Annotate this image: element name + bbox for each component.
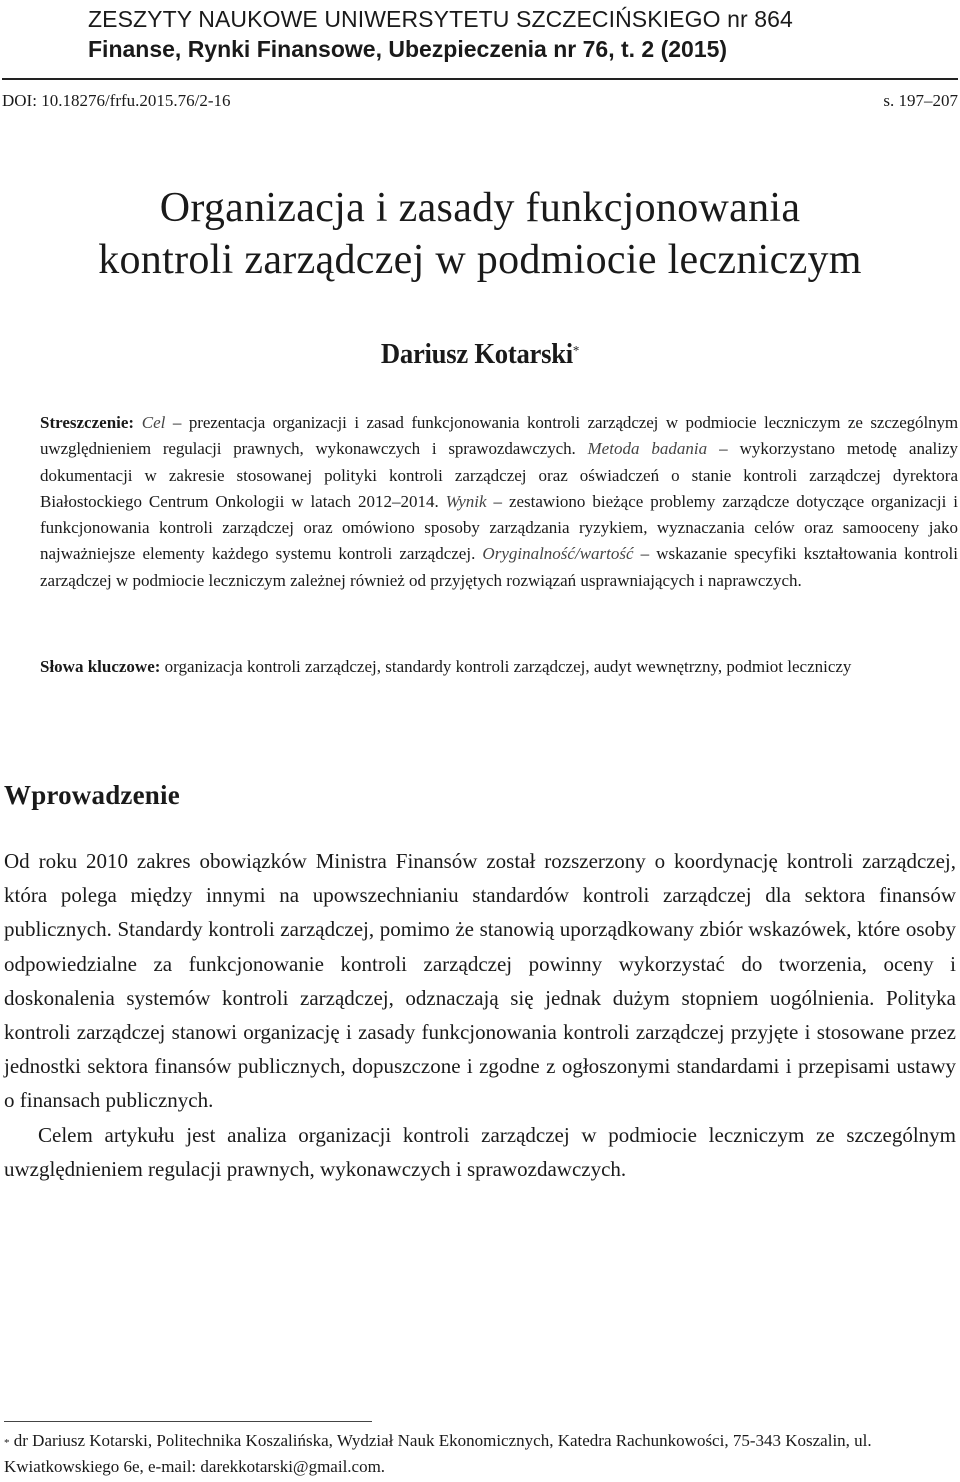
- body-paragraph: Celem artykułu jest analiza organizacji kontroli zarządczej w podmiocie leczniczym ze szczególnym uwzględnieniem regulacji prawnych, wykonawczych i sprawozdawczych.: [4, 1122, 956, 1181]
- title-line-2: kontroli zarządczej w podmiocie leczniczym: [98, 237, 862, 283]
- doi-row: [2, 90, 958, 112]
- abstract-metoda-text: – wykorzystano metodę analizy dokumentacji w zakresie stosowanej polityki kontroli zarządczej oraz oświadczeń o stanie kontroli zarządczej dyrektora Białostockiego Centrum Onkologii w latach 2012–2014.: [40, 439, 958, 511]
- abstract-label: Streszczenie:: [40, 413, 135, 432]
- abstract-cel-text: – prezentacja organizacji i zasad funkcjonowania kontroli zarządczej w podmiocie leczniczym ze szczególnym uwzględnieniem regulacji prawnych, wykonawczych i sprawozdawczych.: [40, 413, 959, 459]
- abstract-wynik-label: Wynik: [445, 491, 487, 511]
- keywords: [40, 654, 958, 680]
- footnote-mark: *: [4, 1437, 10, 1449]
- abstract-cel-label: Cel: [141, 413, 166, 432]
- page-range: s. 197–207: [883, 91, 958, 110]
- keywords-label: Słowa kluczowe:: [40, 657, 161, 676]
- footnote-text: dr Dariusz Kotarski, Politechnika Koszalińska, Wydział Nauk Ekonomicznych, Katedra Rachunkowości, 75-343 Koszalin, ul. Kwiatkowskiego 6e, e-mail: darekkotarski@gmail.com.: [4, 1431, 872, 1476]
- title-line-1: Organizacja i zasady funkcjonowania: [159, 185, 801, 231]
- footnote: [4, 1428, 956, 1480]
- footnote-divider: [4, 1421, 372, 1422]
- article-title: [0, 182, 960, 286]
- author-footnote-mark: *: [572, 344, 580, 359]
- journal-series: Finanse, Rynki Finansowe, Ubezpieczenia nr 76, t. 2 (2015): [88, 36, 728, 62]
- author-name: Dariusz Kotarski: [380, 338, 573, 370]
- body-paragraph: Od roku 2010 zakres obowiązków Ministra Finansów został rozszerzony o koordynację kontroli zarządczej, która polega między innymi na upowszechnianiu standardów kontroli zarządczej dla sektora finansów publicznych. Standardy kontroli zarządczej, pomimo że stanowią uporządkowany zbiór wskazówek, które osoby odpowiedzialne za funkcjonowanie kontroli zarządczej powinny wykorzystać do tworzenia, oceny i doskonalenia systemów kontroli zarządczej, odznaczają się jednak dużym stopniem uogólnienia. Polityka kontroli zarządczej stanowi organizację i zasady funkcjonowania kontroli zarządczej przyjęte i stosowane przez jednostki sektora finansów publicznych, dopuszczone i zgodne z ogłoszonymi standardami i przepisami ustawy o finansach publicznych.: [4, 849, 956, 1113]
- body-text: [4, 844, 956, 1186]
- keywords-text: organizacja kontroli zarządczej, standardy kontroli zarządczej, audyt wewnętrzny, podmiot leczniczy: [160, 657, 852, 676]
- doi: DOI: 10.18276/frfu.2015.76/2-16: [2, 91, 231, 110]
- abstract-oryginalnosc-label: Oryginalność/wartość: [482, 544, 634, 564]
- abstract-wynik-text: – zestawiono bieżące problemy zarządcze dotyczące organizacji i funkcjonowania kontroli zarządczej oraz omówiono sposoby zarządzania ryzykiem, wyznaczania celów oraz samooceny jako najważniejsze elementy każdego systemu kontroli zarządczej.: [40, 491, 959, 564]
- journal-header: [88, 4, 878, 64]
- journal-name: ZESZYTY NAUKOWE UNIWERSYTETU SZCZECIŃSKIEGO nr 864: [88, 6, 793, 32]
- abstract-oryginalnosc-text: – wskazanie specyfiki kształtowania kontroli zarządczej w podmiocie leczniczym zależnej również od przyjętych rozwiązań usprawniających i naprawczych.: [40, 544, 958, 590]
- header-divider: [2, 78, 958, 80]
- abstract: [40, 410, 958, 594]
- author: [38, 336, 921, 372]
- abstract-metoda-label: Metoda badania: [587, 439, 708, 459]
- section-heading: Wprowadzenie: [4, 780, 180, 810]
